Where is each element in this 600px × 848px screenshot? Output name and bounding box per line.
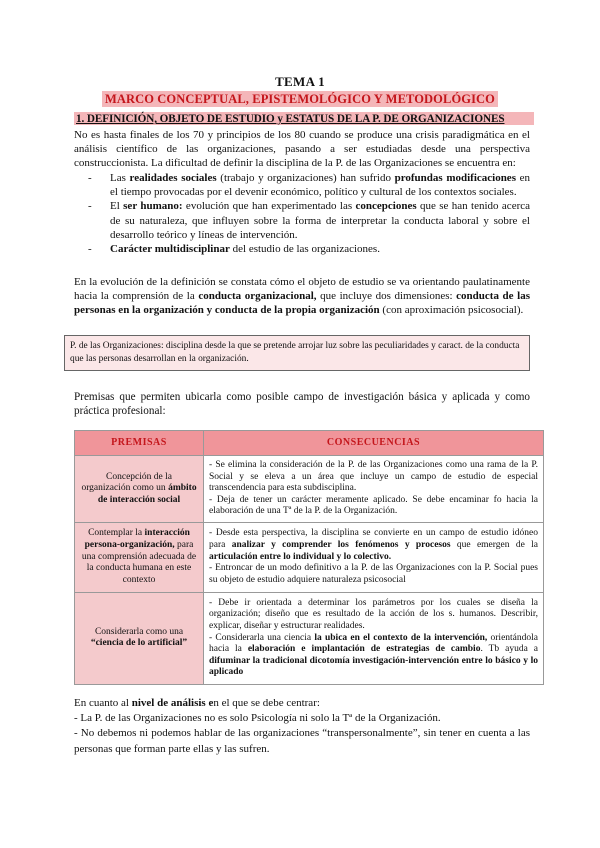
consequence-item: - Se elimina la consideración de la P. de las Organizaciones como una rama de la P. Social y se eleva a un área que incluye un campo de estudio de especial transcendencia para esta subdisciplina. [209, 460, 538, 494]
column-header-consecuencias: CONSECUENCIAS [204, 431, 544, 456]
list-item [88, 242, 530, 256]
list-item [88, 171, 530, 199]
subtitle-wrapper [0, 90, 600, 108]
definition-box: P. de las Organizaciones: disciplina desde la que se pretende arrojar luz sobre las peculiaridades y caract. de la conducta que las personas desarrollan en la organización. [64, 335, 530, 371]
list-item-text: El ser humano: evolución que han experimentado las concepciones que se han tenido acerca de su naturaleza, que influyen sobre la forma de interpretar la conducta laboral y sobre el desarrollo teórico y líneas de intervención. [110, 200, 531, 241]
page-title: TEMA 1 [275, 74, 325, 89]
analysis-line: - No debemos ni podemos hablar de las organizaciones “transpersonalmente”, sin tener en cuenta a las personas que forman parte ellas y las sufren. [74, 727, 530, 755]
analysis-intro: En cuanto al nivel de análisis en el que se debe centrar: [74, 697, 320, 709]
premise-cell: Considerarla como una “ciencia de lo artificial” [75, 592, 204, 684]
analysis-section [74, 696, 530, 757]
list-item-text: Las realidades sociales (trabajo y organizaciones) han sufrido profundas modificaciones en el tiempo provocadas por el devenir económico, político y cultural de los contextos sociales. [110, 172, 530, 199]
difficulty-list [88, 171, 530, 256]
evolution-paragraph: En la evolución de la definición se constata cómo el objeto de estudio se va orientando paulatinamente hacia la comprensión de la conducta organizacional, que incluye dos dimensiones: conducta de las personas en la organización y conducta de la propia organización (con aproximación psicosocial). [74, 276, 531, 317]
intro-paragraph: No es hasta finales de los 70 y principios de los 80 cuando se produce una crisis paradigmática en el análisis científico de las organizaciones, pasando a ser estudiadas desde una perspectiva construccionista. La dificultad de definir la disciplina de la P. de las Organizaciones se encuentra en: [74, 129, 530, 170]
analysis-line: - La P. de las Organizaciones no es solo Psicología ni solo la Tª de la Organización. [74, 712, 441, 725]
table-row [75, 592, 544, 684]
consequence-item: - Considerarla una ciencia la ubica en el contexto de la intervención, orientándola hacia la elaboración e implantación de estrategias de cambio. Tb ayuda a difuminar la tradicional dicotomía investigación-intervención entre lo básico y lo aplicado [209, 632, 539, 678]
list-item-text: Carácter multidisciplinar del estudio de las organizaciones. [110, 243, 380, 256]
bullet-dash: - [88, 200, 92, 213]
consequence-cell [204, 456, 544, 523]
consequence-cell [204, 522, 544, 592]
consequence-item: - Entroncar de un modo definitivo a la P. de las Organizaciones con la P. Social pues su objeto de estudio adquiere naturaleza psicosocial [209, 563, 538, 585]
consequence-cell [204, 592, 544, 684]
table-row [75, 522, 544, 592]
column-header-premisas: PREMISAS [75, 431, 204, 456]
bullet-dash: - [88, 243, 92, 256]
list-item [88, 199, 530, 242]
page-subtitle: MARCO CONCEPTUAL, EPISTEMOLÓGICO Y METODOLÓGICO [102, 91, 498, 107]
premises-intro: Premisas que permiten ubicarla como posible campo de investigación básica y aplicada y como práctica profesional: [74, 391, 530, 418]
table-header-row [75, 431, 544, 456]
table-row [75, 456, 544, 523]
bullet-dash: - [88, 172, 92, 184]
premise-cell: Contemplar la interacción persona-organización, para una comprensión adecuada de la conducta humana en este contexto [75, 522, 204, 592]
consequence-item: - Debe ir orientada a determinar los parámetros por los cuales se diseña la organización; diseño que es resultado de la acción de los s. humanos. Describir, explicar, diseñar y estructurar realidades. [209, 597, 538, 632]
consequence-item: - Deja de tener un carácter meramente aplicado. Se debe encaminar fo hacia la elaboración de una Tª de la P. de la Organización. [209, 494, 538, 517]
section-heading: 1. DEFINICIÓN, OBJETO DE ESTUDIO y ESTATUS DE LA P. DE ORGANIZACIONES [74, 112, 534, 125]
consequence-item: - Desde esta perspectiva, la disciplina se convierte en un campo de estudio idóneo para analizar y comprender los fenómenos y procesos que emergen de la articulación entre lo individual y lo colectivo. [209, 528, 538, 562]
premise-cell: Concepción de la organización como un ámbito de interacción social [75, 456, 204, 523]
premises-table [74, 430, 544, 685]
